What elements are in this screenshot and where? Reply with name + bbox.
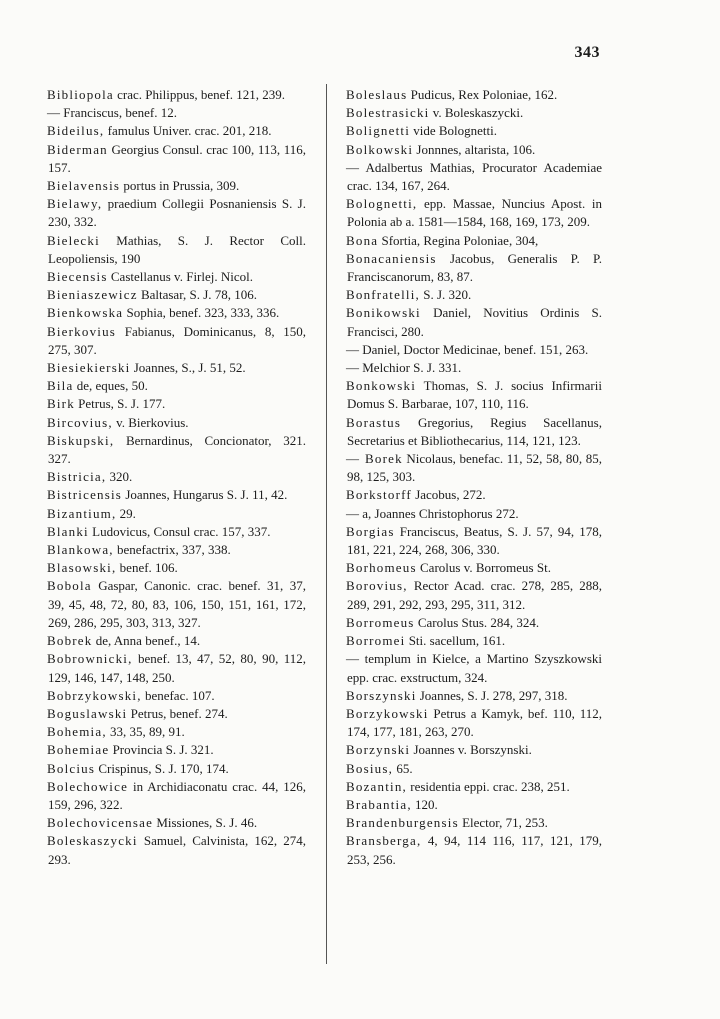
index-entry [48,687,306,705]
index-entry-headword: Bistricensis [47,487,123,503]
index-entry-text: Georgius Consul. crac 100, 113, 116, 157. [48,141,306,175]
index-entry-text: Joannes v. Borszynski. [410,742,532,758]
index-entry-text: Franciscus, Beatus, S. J. 57, 94, 178, 181, 221, 224, 268, 306, 330. [347,523,602,558]
index-entry-headword: Blankowa, [47,542,114,558]
index-entry-headword: Borromei [346,633,406,649]
index-entry-headword: Bircovius, [47,414,113,430]
index-entry [347,705,602,741]
index-entry-headword: Bransberga, [346,833,422,849]
index-entry-text: Sophia, benef. 323, 333, 336. [123,305,280,321]
index-entry-headword: Bielecki [47,232,100,248]
index-entry [48,723,306,741]
index-entry-text: v. Boleskaszycki. [429,105,524,121]
index-entry-headword: Bobrownicki, [47,651,133,667]
index-entry-headword: Borszynski [346,687,417,703]
index-entry-text: Pudicus, Rex Poloniae, 162. [407,87,558,102]
index-entry [347,104,602,122]
index-entry-headword: Biecensis [47,269,108,285]
index-entry-text: Sti. sacellum, 161. [405,633,506,649]
index-entry-text: Nicolaus, benefac. 11, 52, 58, 80, 85, 98, 125, 303. [347,451,603,485]
index-entry [48,86,306,104]
index-entry-text: — a, Joannes Christophorus 272. [346,505,519,521]
index-entry-headword: Blasowski, [47,560,117,576]
index-entry-text: in Archidiaconatu crac. 44, 126, 159, 296, 322. [48,778,306,812]
index-entry-headword: Borkstorff [346,487,412,503]
index-entry-headword: Borzynski [346,742,411,758]
index-entry [347,486,602,504]
index-entry-text: Joannes, Hungarus S. J. 11, 42. [122,487,288,503]
index-entry [347,577,602,613]
index-entry-text: Castellanus v. Firlej. Nicol. [107,269,254,285]
index-entry-headword: Bolcius [47,760,96,776]
index-entry [48,141,306,177]
index-entry-headword: Borzykowski [346,705,429,721]
index-entry-text: portus in Prussia, 309. [120,178,240,194]
index-entry [347,505,602,523]
index-entry-headword: Bieniaszewicz [47,287,138,303]
index-entry-headword: Bierkovius [47,323,117,339]
index-entry-headword: Bielavensis [47,178,121,194]
index-entry [347,377,602,413]
index-entry-headword: Bonikowski [346,305,421,321]
index-entry [347,195,602,231]
index-entry-headword: Bolkowski [346,141,414,157]
index-entry [48,505,306,523]
index-entry-text: — templum in Kielce, a Martino Szyszkowski epp. crac. exstructum, 324. [346,651,602,685]
index-entry [48,122,306,140]
index-entry-headword: Bonacaniensis [346,250,437,266]
index-entry-headword: Bideilus, [47,123,105,139]
index-entry-text: 4, 94, 114 116, 117, 121, 179, 253, 256. [347,833,602,867]
index-entry-text: Jacobus, Generalis P. P. Franciscanorum, 83, 87. [347,250,602,285]
index-entry-text: Jonnnes, altarista, 106. [413,141,536,157]
index-entry [48,832,306,868]
index-entry [347,232,602,250]
index-entry-headword: Bolignetti [346,123,410,139]
index-entry-headword: Bizantium, [47,505,117,521]
index-entry [48,541,306,559]
index-entry-text: S. J. 320. [419,287,472,303]
left-index-column [48,86,306,869]
index-entry-headword: Bona [346,232,379,248]
index-entry [48,650,306,686]
index-entry-text: famulus Univer. crac. 201, 218. [104,123,272,139]
index-entry-text: benefac. 107. [141,687,215,703]
index-entry [48,286,306,304]
index-entry [347,304,602,340]
index-entry [48,741,306,759]
index-entry-headword: Boleskaszycki [47,833,138,849]
column-divider [326,84,327,964]
index-entry-text: benefactrix, 337, 338. [113,542,231,558]
index-entry [347,741,602,759]
index-entry-text: 65. [393,760,413,776]
index-entry-text: benef. 106. [116,560,178,576]
index-entry-headword: Boleslaus [346,87,408,102]
index-entry-headword: Bozantin, [346,778,407,794]
index-entry-headword: Brandenburgensis [346,815,459,831]
index-entry-text: benef. 13, 47, 52, 80, 90, 112, 129, 146, 147, 148, 250. [48,651,306,685]
index-entry [48,760,306,778]
index-entry [48,468,306,486]
index-entry-headword: Bienkowska [47,305,124,321]
index-entry [347,450,602,486]
index-entry [347,359,602,377]
index-entry [48,104,306,122]
index-entry [347,250,602,286]
index-entry-text: Elector, 71, 253. [458,815,548,831]
index-entry-headword: — Borek [346,451,403,467]
index-entry [347,632,602,650]
index-entry-text: Rector Acad. crac. 278, 285, 288, 289, 291, 292, 293, 295, 311, 312. [347,578,602,612]
index-entry [48,232,306,268]
index-entry-text: Petrus, benef. 274. [127,705,228,721]
index-entry-text: de, Anna benef., 14. [92,633,201,649]
index-entry [48,705,306,723]
index-entry-text: Missiones, S. J. 46. [153,815,258,831]
index-entry-headword: Bobrzykowski, [47,687,142,703]
index-entry [48,577,306,632]
index-entry [48,395,306,413]
index-entry-headword: Borgias [346,523,395,539]
index-entry-headword: Borhomeus [346,560,417,576]
index-entry-text: Petrus a Kamyk, bef. 110, 112, 174, 177, 181, 263, 270. [347,705,602,740]
index-entry-text: de, eques, 50. [73,378,148,394]
index-entry-text: Mathias, S. J. Rector Coll. Leopoliensis, 190 [48,232,306,266]
index-entry-text: Jacobus, 272. [411,487,486,503]
right-index-column [347,86,602,869]
index-entry-headword: Bibliopola [47,87,114,102]
index-entry [347,778,602,796]
index-entry-text: 120. [411,796,438,812]
index-entry-headword: Brabantia, [346,796,412,812]
index-entry-text: Sfortia, Regina Poloniae, 304, [378,232,539,248]
index-entry [48,323,306,359]
index-entry-text: Joannes, S., J. 51, 52. [130,360,246,376]
index-entry-text: — Melchior S. J. 331. [346,360,462,376]
index-entry-headword: Bielawy, [47,196,103,212]
index-entry-headword: Biderman [47,141,108,157]
index-entry [347,760,602,778]
index-entry [347,650,602,686]
index-entry-headword: Bohemiae [47,742,110,758]
index-entry-headword: Bolechovicensae [47,815,154,831]
index-entry-headword: Borromeus [346,614,415,630]
index-entry-headword: Bobrek [47,633,93,649]
index-entry [48,304,306,322]
index-entry-headword: Bistricia, [47,469,107,485]
index-entry-text: Thomas, S. J. socius Infirmarii Domus S. Barbarae, 107, 110, 116. [347,378,602,412]
index-entry-text: Joannes, S. J. 278, 297, 318. [416,687,568,703]
index-entry-text: Ludovicus, Consul crac. 157, 337. [88,523,271,539]
index-entry-text: Carolus Stus. 284, 324. [414,614,540,630]
index-entry-headword: Bobola [47,578,92,594]
index-entry-text: 29. [116,505,136,521]
index-entry-text: 33, 35, 89, 91. [106,724,185,740]
index-entry [347,796,602,814]
index-entry-text: Crispinus, S. J. 170, 174. [95,760,229,776]
index-entry-headword: Bolognetti, [346,196,418,212]
index-entry-text: — Franciscus, benef. 12. [47,105,177,121]
index-entry-headword: Bila [47,378,74,394]
index-entry [48,523,306,541]
index-entry-text: epp. Massae, Nuncius Apost. in Polonia ab a. 1581—1584, 168, 169, 173, 209. [347,196,602,230]
index-entry [347,86,602,104]
index-entry-headword: Birk [47,396,75,412]
index-entry [347,341,602,359]
index-entry-headword: Bosius, [346,760,394,776]
index-entry-text: 320. [106,469,133,485]
index-entry [48,559,306,577]
index-entry [48,632,306,650]
index-entry-text: praedium Collegii Posnaniensis S. J. 230, 332. [48,196,306,230]
index-entry [48,177,306,195]
index-entry-text: Carolus v. Borromeus St. [416,560,551,576]
index-entry-headword: Biesiekierski [47,360,131,376]
index-entry-headword: Bonfratelli, [346,287,420,303]
index-entry [347,414,602,450]
index-entry [347,559,602,577]
index-entry-headword: Bohemia, [47,724,107,740]
index-entry-headword: Bolechowice [47,778,129,794]
index-entry-text: Fabianus, Dominicanus, 8, 150, 275, 307. [48,323,306,357]
index-entry-text: Bernardinus, Concionator, 321. 327. [48,432,306,467]
index-entry [347,832,602,868]
index-entry-text: Petrus, S. J. 177. [74,396,166,412]
index-entry-headword: Bolestrasicki [346,105,430,121]
index-entry [48,195,306,231]
index-entry [347,687,602,705]
index-entry [48,268,306,286]
index-entry [347,614,602,632]
index-entry-text: — Adalbertus Mathias, Procurator Academiae crac. 134, 167, 264. [346,159,602,194]
index-entry [347,523,602,559]
index-entry [48,414,306,432]
index-entry-text: vide Bolognetti. [410,123,498,139]
index-entry-text: v. Bierkovius. [112,414,189,430]
index-entry [347,814,602,832]
index-entry-text: — Daniel, Doctor Medicinae, benef. 151, 263. [346,341,589,357]
index-entry [48,377,306,395]
index-entry [347,286,602,304]
index-entry-headword: Borovius, [346,578,408,594]
index-entry-headword: Bonkowski [346,378,417,394]
index-entry-headword: Boguslawski [47,705,128,721]
index-entry [347,122,602,140]
index-entry [48,778,306,814]
index-entry-text: Daniel, Novitius Ordinis S. Francisci, 280. [347,305,602,339]
index-entry-text: crac. Philippus, benef. 121, 239. [113,87,286,102]
index-entry [48,486,306,504]
index-entry [347,141,602,159]
index-entry-text: Gregorius, Regius Sacellanus, Secretarius et Bibliothecarius, 114, 121, 123. [347,414,602,448]
index-entry-text: Baltasar, S. J. 78, 106. [137,287,258,303]
index-entry [48,359,306,377]
index-entry-text: Samuel, Calvinista, 162, 274, 293. [48,833,306,867]
index-entry-text: residentia eppi. crac. 238, 251. [407,778,570,794]
page-number: 343 [574,44,600,61]
index-entry [48,432,306,468]
index-entry-headword: Biskupski, [47,432,115,448]
index-entry-text: Provincia S. J. 321. [109,742,214,758]
index-entry [347,159,602,195]
index-entry [48,814,306,832]
index-entry-headword: Blanki [47,523,89,539]
index-entry-headword: Borastus [346,414,402,430]
index-entry-text: Gaspar, Canonic. crac. benef. 31, 37, 39, 45, 48, 72, 80, 83, 106, 150, 151, 161, 172, 269, 286, 295, 303, 313, 327. [48,578,306,630]
